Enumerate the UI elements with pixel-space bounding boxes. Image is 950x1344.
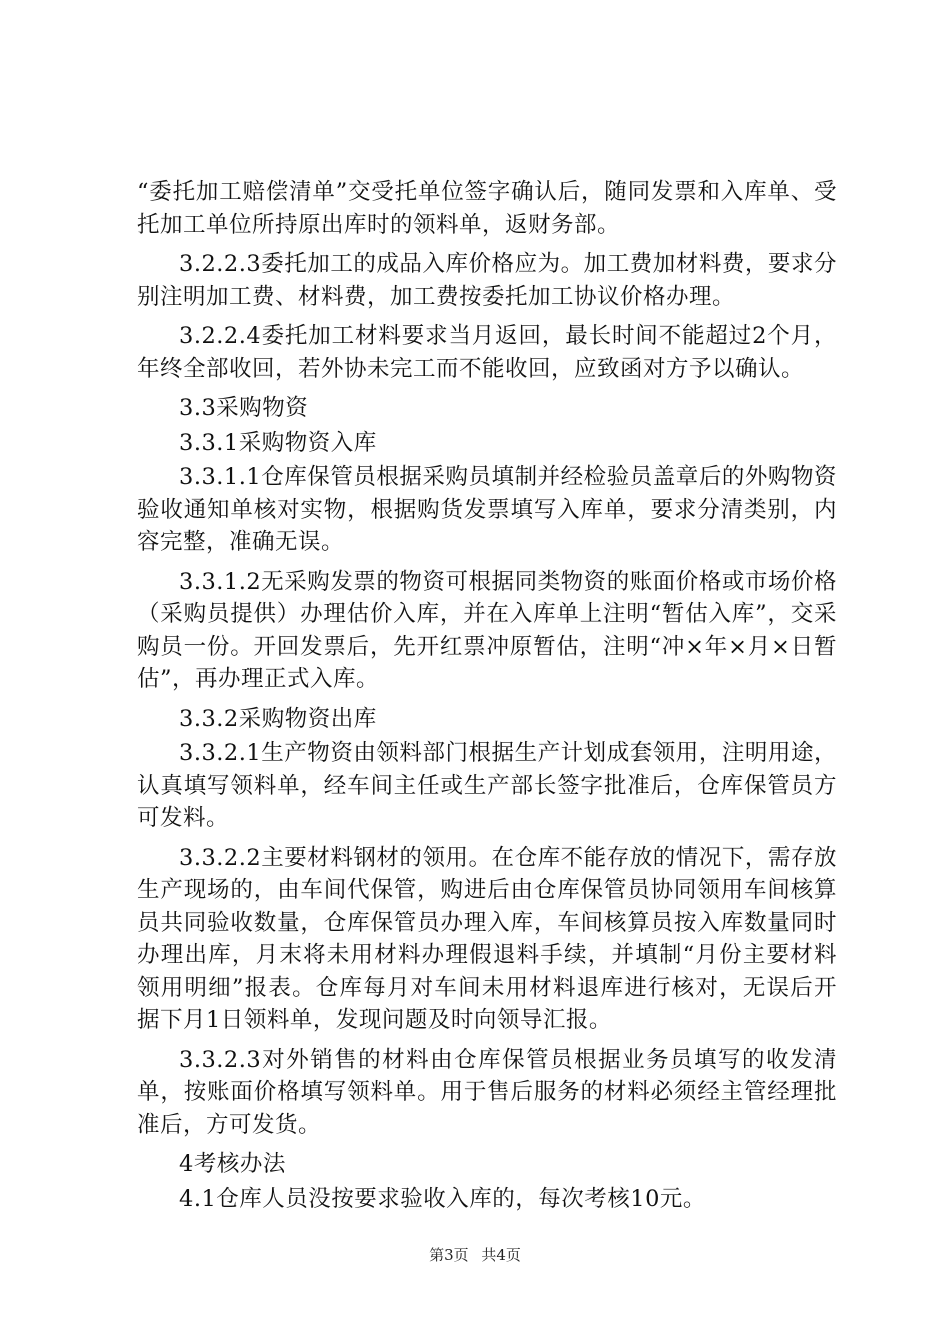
page-number: 第3页 bbox=[429, 1246, 469, 1264]
paragraph-3-3-2-3: 3.3.2.3对外销售的材料由仓库保管员根据业务员填写的收发清单，按账面价格填写领料单。用于售后服务的材料必须经主管经理批准后，方可发货。 bbox=[137, 1046, 837, 1138]
section-heading-3-3: 3.3采购物资 bbox=[179, 395, 309, 421]
section-heading-3-3-2: 3.3.2采购物资出库 bbox=[179, 705, 377, 732]
page-total: 共4页 bbox=[481, 1246, 521, 1264]
page-footer bbox=[0, 1244, 950, 1265]
paragraph-3-3-1-1: 3.3.1.1仓库保管员根据采购员填制并经检验员盖章后的外购物资验收通知单核对实物，根据购货发票填写入库单，要求分清类别，内容完整，准确无误。 bbox=[137, 464, 837, 555]
paragraph-3-3-2-2: 3.3.2.2主要材料钢材的领用。在仓库不能存放的情况下，需存放生产现场的，由车间代保管，购进后由仓库保管员协同领用车间核算员共同验收数量，仓库保管员办理入库，车间核算员按入库数量同时办理出库，月末将未用材料办理假退料手续，并填制“月份主要材料领用明细”报表。仓库每月对车间未用材料退库进行核对，无误后开据下月1日领料单，发现问题及时向领导汇报。 bbox=[137, 844, 837, 1033]
section-heading-3-3-1: 3.3.1采购物资入库 bbox=[179, 429, 377, 456]
document-body bbox=[137, 176, 837, 1217]
paragraph-3-2-2-3: 3.2.2.3委托加工的成品入库价格应为。加工费加材料费，要求分别注明加工费、材料费，加工费按委托加工协议价格办理。 bbox=[137, 251, 837, 310]
paragraph-4-1: 4.1仓库人员没按要求验收入库的，每次考核10元。 bbox=[179, 1185, 706, 1212]
paragraph-3-3-1-2: 3.3.1.2无采购发票的物资可根据同类物资的账面价格或市场价格（采购员提供）办理估价入库，并在入库单上注明“暂估入库”，交采购员一份。开回发票后，先开红票冲原暂估，注明“冲×年×月×日暂估”，再办理正式入库。 bbox=[137, 568, 837, 692]
section-heading-4: 4考核办法 bbox=[179, 1151, 286, 1177]
paragraph-3-2-2-4: 3.2.2.4委托加工材料要求当月返回，最长时间不能超过2个月，年终全部收回，若外协未完工而不能收回，应致函对方予以确认。 bbox=[137, 323, 837, 382]
paragraph-compensation-list: “委托加工赔偿清单”交受托单位签字确认后，随同发票和入库单、受托加工单位所持原出库时的领料单，返财务部。 bbox=[137, 179, 837, 238]
paragraph-3-3-2-1: 3.3.2.1生产物资由领料部门根据生产计划成套领用，注明用途，认真填写领料单，经车间主任或生产部长签字批准后，仓库保管员方可发料。 bbox=[137, 740, 837, 831]
